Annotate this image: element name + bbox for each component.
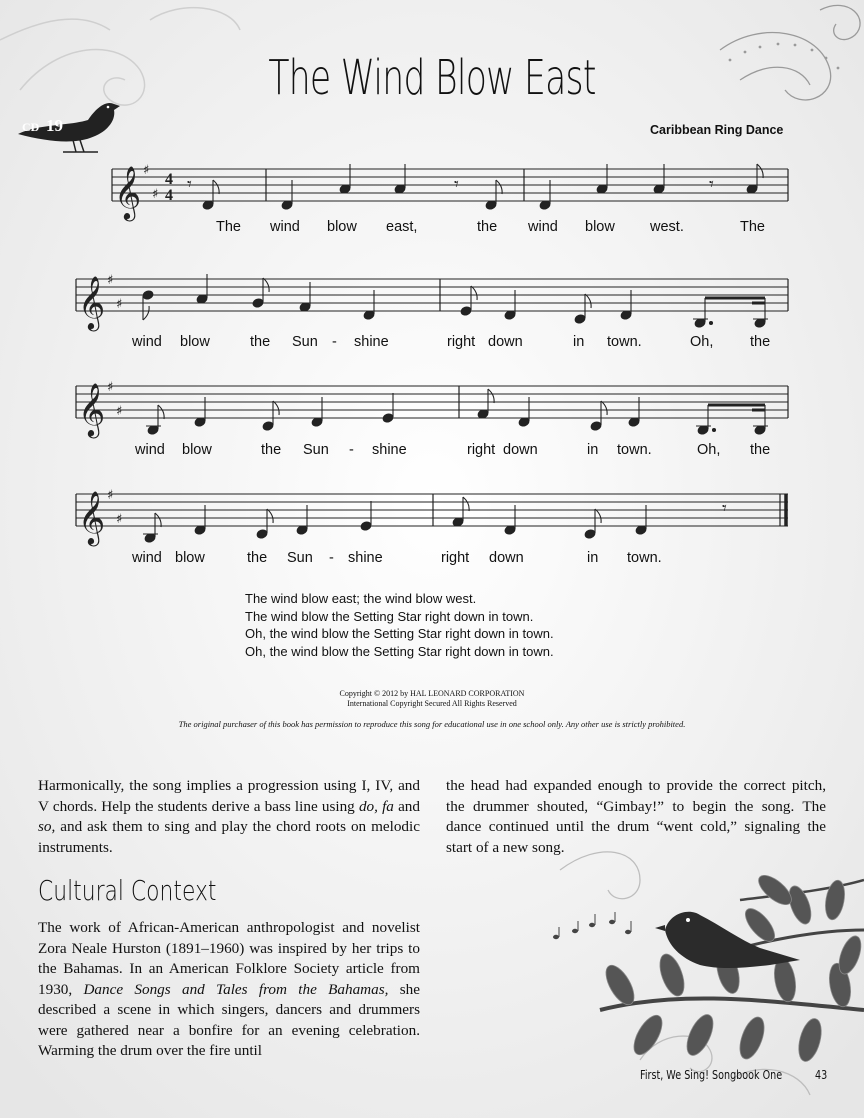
lyric-word: blow — [585, 219, 615, 235]
lyric-word: blow — [182, 442, 212, 458]
svg-text:♯: ♯ — [116, 297, 123, 312]
lyric-word: in — [587, 442, 599, 458]
lyric-word: shine — [372, 442, 407, 458]
page-number: 43 — [815, 1068, 828, 1082]
lyric-word: Sun — [292, 334, 318, 350]
cd-track-number: 19 — [46, 116, 63, 135]
lyric-word: right — [467, 442, 496, 458]
svg-text:♯: ♯ — [107, 380, 114, 395]
copyright-line: International Copyright Secured All Rights Reserved — [347, 698, 517, 708]
lyric-word: The — [740, 219, 765, 235]
svg-text:𝄾: 𝄾 — [709, 174, 714, 195]
verse-line: The wind blow east; the wind blow west. — [245, 591, 477, 606]
lyric-word: the — [247, 550, 268, 566]
svg-text:4: 4 — [165, 187, 173, 204]
svg-text:♯: ♯ — [116, 512, 123, 527]
lyric-word: the — [261, 442, 282, 458]
time-signature — [165, 171, 173, 204]
svg-text:𝄾: 𝄾 — [454, 174, 459, 195]
svg-text:4: 4 — [165, 171, 173, 188]
cd-label: CD — [22, 120, 40, 134]
additional-verses — [245, 590, 554, 660]
lyric-word: Sun — [287, 550, 313, 566]
svg-text:♯: ♯ — [143, 163, 150, 178]
lyric-word: town. — [607, 334, 642, 350]
lyric-word: right — [441, 550, 470, 566]
lyric-word: wind — [135, 442, 165, 458]
drum-paragraph: the head had expanded enough to provide the correct pitch, the drummer shouted, “Gimbay!” to begin the song. The dance continued until the drum “went cold,” signaling the start of a new song. — [446, 777, 826, 856]
song-title: The Wind Blow East — [268, 50, 596, 106]
footer-book-title: First, We Sing! Songbook One — [640, 1068, 783, 1082]
lyric-word: west. — [650, 219, 684, 235]
verse-line: Oh, the wind blow the Setting Star right down in town. — [245, 626, 554, 641]
lyric-word: shine — [348, 550, 383, 566]
svg-text:♯: ♯ — [152, 187, 159, 202]
lyric-word: the — [250, 334, 271, 350]
lyric-word: east, — [386, 219, 418, 235]
lyric-word: shine — [354, 334, 389, 350]
svg-text:♯: ♯ — [116, 404, 123, 419]
lyric-word: town. — [617, 442, 652, 458]
song-subtitle: Caribbean Ring Dance — [650, 123, 784, 137]
lyric-word: Oh, — [690, 334, 714, 350]
verse-line: The wind blow the Setting Star right down in town. — [245, 608, 534, 624]
copyright-notice — [0, 689, 864, 708]
svg-text:♯: ♯ — [107, 273, 114, 288]
lyric-word: the — [750, 334, 771, 350]
lyric-word: wind — [132, 550, 162, 566]
copyright-line: Copyright © 2012 by HAL LEONARD CORPORATION — [339, 689, 525, 698]
lyric-word: - — [329, 550, 334, 566]
lyric-word: Oh, — [697, 442, 721, 458]
svg-text:♯: ♯ — [107, 488, 114, 503]
lyric-word: wind — [270, 219, 300, 235]
lyric-word: down — [503, 442, 538, 458]
lyric-word: town. — [627, 550, 662, 566]
lyric-word: right — [447, 334, 476, 350]
lyric-word: wind — [528, 219, 558, 235]
verse-line: Oh, the wind blow the Setting Star right down in town. — [245, 643, 554, 659]
lyric-word: in — [587, 550, 599, 566]
permission-notice: The original purchaser of this book has permission to reproduce this song for educational use in one school only. Any other use is strictly prohibited. — [178, 719, 686, 729]
svg-text:𝄞: 𝄞 — [78, 275, 106, 329]
hurston-paragraph: The work of African-American anthropologist and novelist Zora Neale Hurston (1891–1960) was inspired by her trips to the Bahamas. In an American Folklore Society article from 1930, Dance Songs and Tales from the Bahamas, she described a scene in which singers, dancers and drummers were gathered near a bonfire for an evening celebration. Warming the drum over the fire until — [38, 919, 421, 1059]
lyric-word: - — [349, 442, 354, 458]
harmony-paragraph: Harmonically, the song implies a progression using I, IV, and V chords. Help the students derive a bass line using do, fa and so, and ask them to sing and play the chord roots on melodic instruments. — [38, 777, 420, 856]
lyric-word: - — [332, 334, 337, 350]
lyric-word: the — [477, 219, 498, 235]
svg-text:𝄞: 𝄞 — [78, 382, 106, 436]
svg-text:𝄞: 𝄞 — [78, 490, 106, 544]
lyric-word: The — [216, 219, 241, 235]
note-beams — [705, 298, 765, 410]
lyric-word: blow — [327, 219, 357, 235]
svg-text:𝄾: 𝄾 — [187, 174, 192, 195]
lyric-word: wind — [132, 334, 162, 350]
svg-text:𝄞: 𝄞 — [114, 165, 142, 219]
lyric-word: the — [750, 442, 771, 458]
lyric-word: down — [488, 334, 523, 350]
lyric-word: Sun — [303, 442, 329, 458]
lyric-word: down — [489, 550, 524, 566]
lyric-word: blow — [175, 550, 205, 566]
lyric-word: in — [573, 334, 585, 350]
svg-text:𝄾: 𝄾 — [722, 498, 727, 519]
section-heading: Cultural Context — [38, 874, 217, 907]
lyric-word: blow — [180, 334, 210, 350]
